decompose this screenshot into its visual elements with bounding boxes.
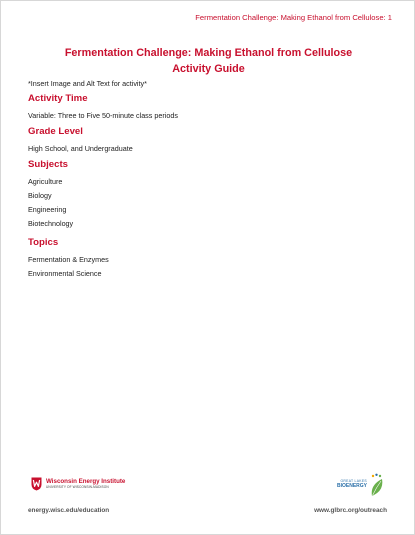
logo-line-1: GREAT LAKES [340, 479, 367, 484]
section-heading: Activity Time [28, 93, 88, 104]
logo-subtitle: UNIVERSITY OF WISCONSIN-MADISON [46, 484, 109, 489]
page-title [1, 45, 415, 77]
list-item: Fermentation & Enzymes [28, 255, 109, 264]
list-item: Biotechnology [28, 219, 74, 228]
list-item: Agriculture [28, 177, 63, 186]
section-activity-time [28, 93, 178, 123]
list-item: Biology [28, 191, 52, 200]
section-topics [28, 237, 109, 281]
section-heading: Subjects [28, 159, 68, 170]
list-item: Engineering [28, 205, 67, 214]
list-item: Environmental Science [28, 269, 102, 278]
leaf-icon [369, 473, 385, 497]
footer-link-right[interactable]: www.glbrc.org/outreach [314, 507, 387, 514]
section-heading: Grade Level [28, 126, 83, 137]
section-grade-level [28, 126, 133, 156]
footer-link-left[interactable]: energy.wisc.edu/education [28, 507, 110, 514]
great-lakes-bioenergy-logo [337, 473, 385, 497]
section-text: Variable: Three to Five 50-minute class periods [28, 111, 178, 120]
section-heading: Topics [28, 237, 59, 248]
logo-name: Wisconsin Energy Institute [46, 478, 126, 486]
wisconsin-energy-institute-logo [31, 477, 125, 491]
logo-line-2: BIOENERGY [336, 483, 367, 490]
page-footer [28, 473, 387, 523]
title-line-1: Fermentation Challenge: Making Ethanol from Cellulose [64, 47, 353, 59]
running-header: Fermentation Challenge: Making Ethanol from Cellulose: 1 [195, 13, 392, 22]
section-subjects [28, 159, 73, 231]
title-line-2: Activity Guide [172, 63, 245, 76]
image-placeholder-note: *Insert Image and Alt Text for activity* [28, 79, 147, 88]
section-text: High School, and Undergraduate [28, 144, 133, 153]
uw-crest-icon [31, 477, 42, 491]
